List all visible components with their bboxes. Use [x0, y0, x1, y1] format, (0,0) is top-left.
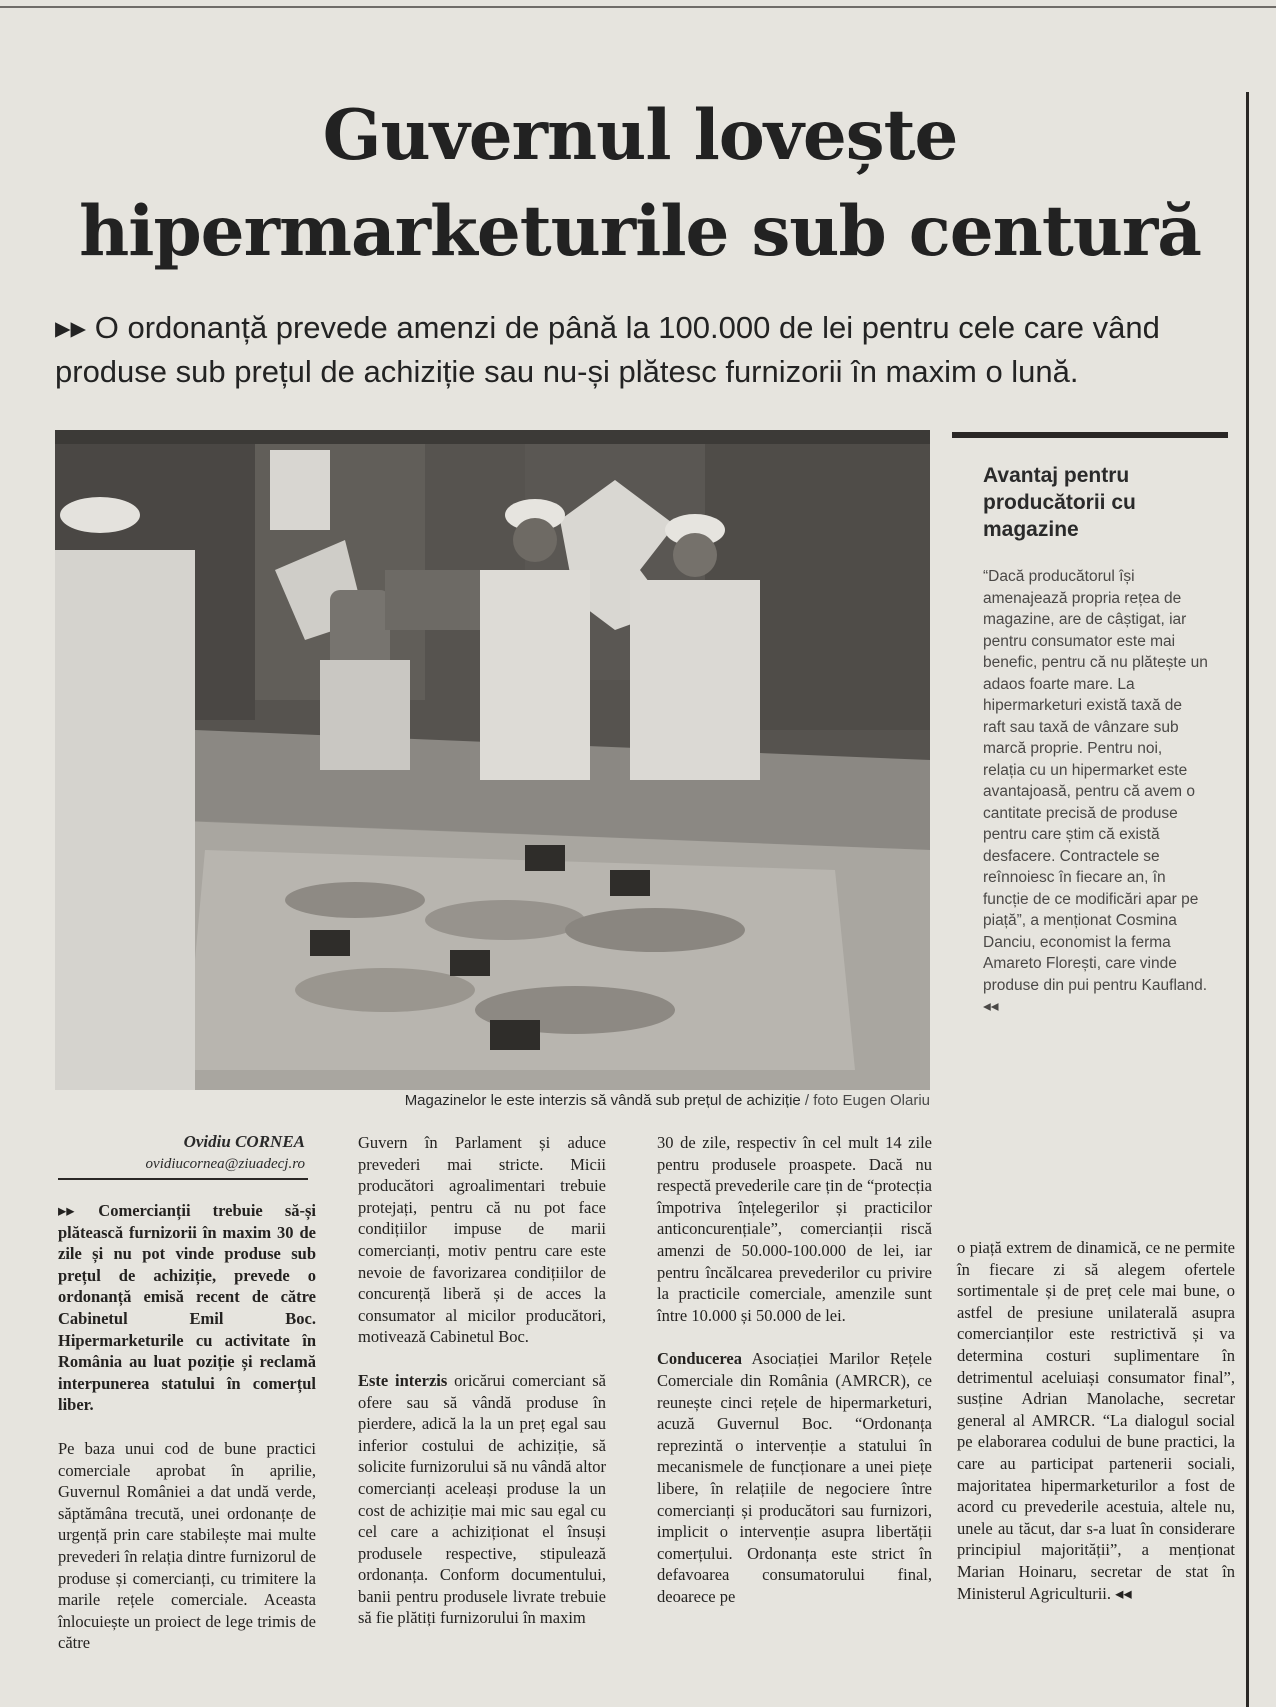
paragraph-3-lead-in: Este interzis — [358, 1370, 448, 1390]
caption-text: Magazinelor le este interzis să vândă sub prețul de achiziție — [404, 1092, 801, 1109]
article-paragraph-2: Guvern în Parlament și aduce prevederi mai stricte. Micii producători agroalimentari trebuie protejați, pentru că nu pot face condițiilor impuse de marii comercianți, motiv pentru care este nevoie de favorizarea condițiilor de concurență liberă și de acces la consumator al micilor producători, motivează Cabinetul Boc. — [358, 1133, 606, 1347]
deck — [55, 306, 1235, 394]
article-photo — [55, 430, 930, 1090]
sidebar-rule — [952, 432, 1228, 438]
double-arrow-left-icon: ◂◂ — [983, 997, 999, 1015]
paragraph-6-text: o piață extrem de dinamică, ce ne permite în fiecare zi să alegem ofertele sortimentale și de preț cele mai bune, o astfel de presiune unilaterală asupra comercianților este restrictivă și va determina costuri suplimentare în detrimentul aceluiași consumator final”, susține Adrian Manolache, secretar general al AMRCR. “La dialogul social pe elaborarea codului de bune practici, la care au participat partenerii sociali, majoritatea hipermarketurilor a fost de acord cu prevederile acestuia, altele nu, unele au tăcut, dar s-a luat în considerare principiul majorității”, a menționat Marian Hoinaru, secretar de stat în Ministerul Agriculturii. — [957, 1238, 1235, 1603]
byline-author: Ovidiu CORNEA — [183, 1132, 305, 1151]
double-arrow-left-icon: ◂◂ — [1115, 1583, 1132, 1603]
article-column-2 — [358, 1132, 606, 1629]
deck-text: O ordonanță prevede amenzi de până la 100.000 de lei pentru cele care vând produse sub prețul de achiziție sau nu-și plătesc furnizorii în maxim o lună. — [55, 310, 1160, 389]
article-paragraph-3 — [358, 1370, 606, 1629]
byline-rule — [58, 1178, 308, 1180]
paragraph-5-lead-in: Conducerea — [657, 1349, 742, 1369]
article-paragraph-5 — [657, 1348, 932, 1607]
byline-email: ovidiucornea@ziuadecj.ro — [145, 1156, 305, 1172]
sidebar-body — [983, 566, 1208, 1018]
article-lead — [58, 1200, 316, 1416]
sidebar-text: “Dacă producătorul își amenajează propria rețea de magazine, are de câștigat, iar pentru consumator este mai benefic, pentru că nu plătește un adaos foarte mare. La hipermarketuri există taxă de raft sau taxă de vânzare sub marcă proprie. Pentru noi, relația cu un hipermarket este avantajoasă, pentru că avem o cantitate precisă de produse pentru care știm că există desfacere. Contractele se reînnoiesc în fiecare an, în funcție de ce modificări apar pe piață”, a menționat Cosmina Danciu, economist la ferma Amareto Florești, care vinde produse din pui pentru Kaufland. — [983, 568, 1208, 994]
article-paragraph-4: 30 de zile, respectiv în cel mult 14 zile pentru produsele proaspete. Dacă nu respectă prevederile care țin de “protecția împotriva înțelegerilor și practicilor anticoncurențiale”, comercianții riscă amenzi de 50.000-100.000 de lei, iar pentru încălcarea prevederilor cu privire la practicile comerciale, amenzile sunt între 10.000 și 50.000 de lei. — [657, 1133, 932, 1325]
double-arrow-right-icon: ▸▸ — [55, 310, 87, 346]
photo-credit: / foto Eugen Olariu — [804, 1092, 930, 1109]
article-paragraph-1: Pe baza unui cod de bune practici comerciale aprobat în aprilie, Guvernul României a dat undă verde, săptămâna trecută, unei ordonanțe de urgență prin care stabilește mai multe prevederi în relația dintre furnizorul de produse și comercianți, cu trimitere la marile rețele comerciale. Aceasta înlocuiește un proiect de lege trimis de către — [58, 1438, 316, 1653]
article-lead-text: Comercianții trebuie să-și plătească furnizorii în maxim 30 de zile și nu pot vinde produse sub prețul de achiziție, prevede o ordonanță emisă recent de către Cabinetul Emil Boc. Hipermarketurile cu activitate în România au luat poziție și reclamă interpunerea statului în comerțul liber. — [58, 1201, 316, 1415]
article-paragraph-6 — [957, 1237, 1235, 1604]
column-divider — [1246, 92, 1249, 1707]
article-column-3 — [657, 1132, 932, 1607]
sidebar-title: Avantaj pentru producătorii cu magazine — [983, 464, 1136, 541]
paragraph-5-text: Asociației Marilor Rețele Comerciale din România (AMRCR), ce reunește cinci rețele de hipermarketuri, acuză Guvernul Boc. “Ordonanța reprezintă o intervenție a statului în mecanismele de funcționare a unei piețe libere, în relațiile de negociere între comercianți și producători sau furnizori, implicit o intervenție asupra libertății comerțului. Ordonanța este strict în defavoarea consumatorului final, deoarece pe — [657, 1349, 932, 1606]
photo-caption — [300, 1092, 930, 1109]
paragraph-3-text: oricărui comerciant să ofere sau să vândă produse în pierdere, adică la la un preț egal sau inferior costului de achiziție, să solicite furnizorului să nu vândă altor comercianți aceleași produse la un cost de achiziție mai mic sau egal cu cel care a achiziționat el însuși produsele respective, stipulează ordonanța. Conform documentului, banii pentru produsele livrate trebuie să fie plătiți furnizorului în maxim — [358, 1370, 607, 1628]
double-arrow-right-icon: ▸▸ — [58, 1201, 99, 1220]
article-column-4 — [957, 1237, 1235, 1604]
article-column-1 — [58, 1200, 316, 1654]
top-rule — [0, 6, 1276, 8]
photo-illustration — [55, 430, 930, 1090]
headline: Guvernul lovește hipermarketurile sub centură — [79, 95, 1201, 272]
